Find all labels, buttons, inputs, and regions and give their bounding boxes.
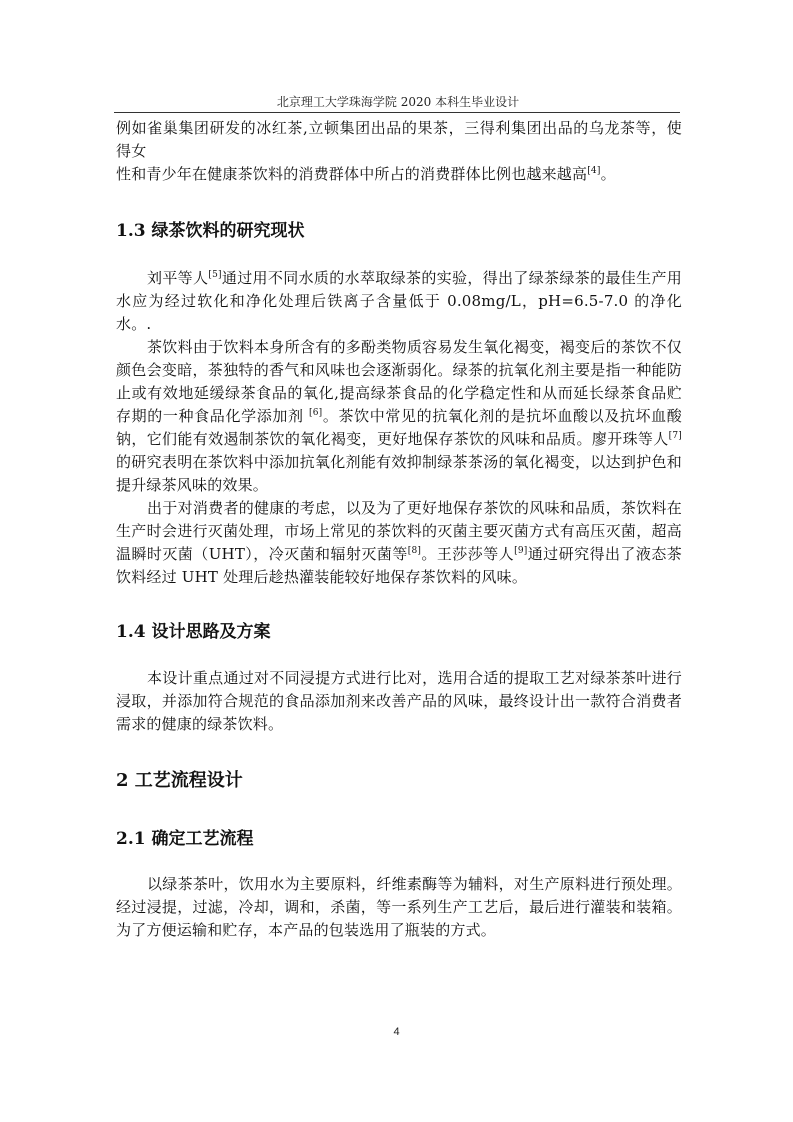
intro-line-1: 例如雀巢集团研发的冰红茶,立顿集团出品的果茶，三得利集团出品的乌龙茶等，使得女	[116, 119, 682, 160]
intro-line-2-end: 。	[600, 165, 616, 183]
page-number: 4	[393, 1026, 400, 1038]
paragraph-1-4-1: 本设计重点通过对不同浸提方式进行比对，选用合适的提取工艺对绿茶茶叶进行浸取，并添加符合规范的食品添加剂来改善产品的风味，最终设计出一款符合消费者需求的健康的绿茶饮料。	[116, 669, 682, 733]
text-run: 通过用不同水质的水萃取绿茶的实验，得出了绿茶绿茶的最佳生产用水应为经过软化和净化处理后铁离子含量低于 0.08mg/L，pH=6.5-7.0 的净化水。.	[116, 269, 682, 333]
section-title-1-3: 1.3 绿茶饮料的研究现状	[116, 221, 305, 241]
text-run: 出于对消费者的健康的考虑，以及为了更好地保存茶饮的风味和品质，茶饮料在生产时会进行灭菌处理，市场上常见的茶饮料的灭菌主要灭菌方式有高压灭菌，超高温瞬时灭菌（UHT），冷灭菌和辐射灭菌等	[116, 499, 682, 563]
text-run: 通过研究得出了液态茶饮料经过 UHT 处理后趁热灌装能较好地保存茶饮料的风味。	[116, 545, 682, 586]
citation: [9]	[514, 546, 528, 556]
chapter-title-2: 2 工艺流程设计	[116, 770, 243, 791]
text-run: 茶饮料由于饮料本身所含有的多酚类物质容易发生氧化褐变，褐变后的茶饮不仅颜色会变暗，茶独特的香气和风味也会逐渐弱化。绿茶的抗氧化剂主要是指一种能防止或有效地延缓绿茶食品的氧化,提高绿茶食品的化学稳定性和从而延长绿茶食品贮存期的一种食品化学添加剂	[116, 338, 682, 425]
citation: [6]	[309, 408, 323, 418]
intro-line-2: 性和青少年在健康茶饮料的消费群体中所占的消费群体比例也越来越高	[116, 165, 588, 183]
text-run: 的研究表明在茶饮料中添加抗氧化剂能有效抑制绿茶茶汤的氧化褐变，以达到护色和提升绿茶风味的效果。	[116, 453, 682, 494]
paragraph-1-3-3	[116, 497, 682, 589]
text-run: 刘平等人	[147, 269, 209, 287]
running-header: 北京理工大学珠海学院 2020 本科生毕业设计	[276, 95, 520, 109]
intro-paragraph	[116, 117, 682, 186]
citation: [5]	[208, 270, 222, 280]
paragraph-2-1-1: 以绿茶茶叶，饮用水为主要原料，纤维素酶等为辅料，对生产原料进行预处理。经过浸提，过滤，冷却，调和，杀菌，等一系列生产工艺后，最后进行灌装和装箱。为了方便运输和贮存，本产品的包装选用了瓶装的方式。	[116, 875, 682, 939]
section-title-2-1: 2.1 确定工艺流程	[116, 829, 254, 849]
section-title-1-4: 1.4 设计思路及方案	[116, 622, 271, 642]
text-run: 。王莎莎等人	[421, 545, 515, 563]
paragraph-1-3-2	[116, 336, 682, 497]
text-run: 。茶饮中常见的抗氧化剂的是抗坏血酸以及抗坏血酸钠，它们能有效遏制茶饮的氧化褐变，更好地保存茶饮的风味和品质。廖开珠等人	[116, 407, 682, 448]
citation: [8]	[407, 546, 422, 556]
citation: [7]	[668, 431, 682, 441]
page-body	[116, 117, 682, 942]
header-rule	[114, 112, 680, 113]
citation: [4]	[587, 166, 601, 176]
paragraph-1-3-1	[116, 267, 682, 336]
